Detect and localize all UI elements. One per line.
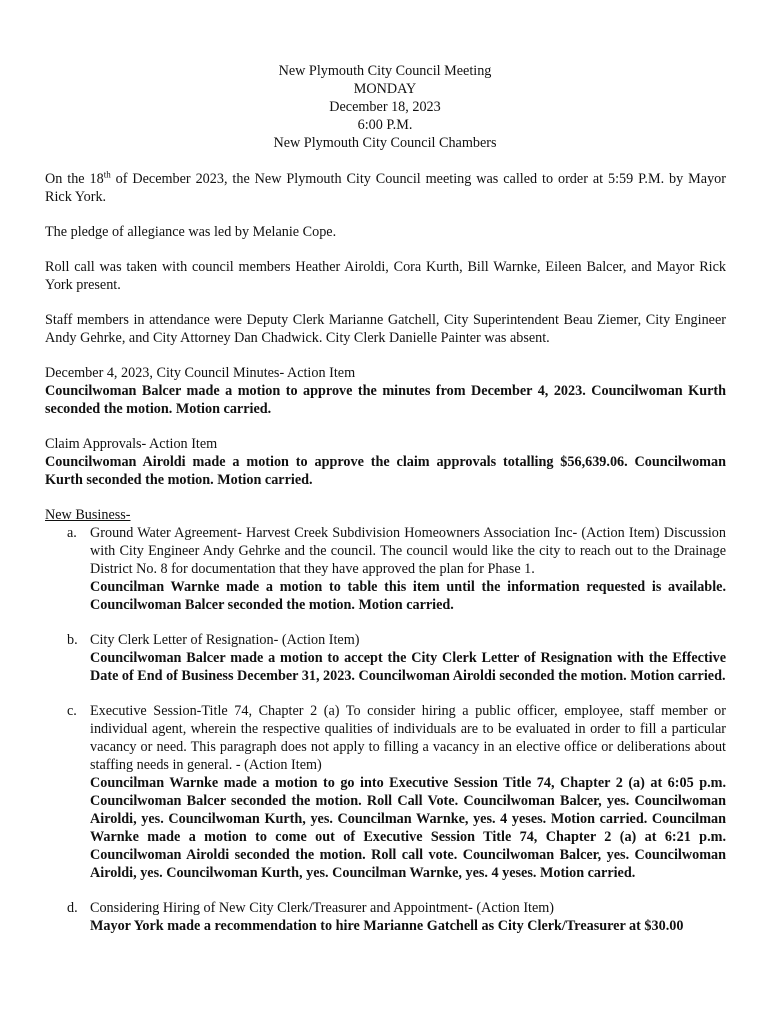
item-letter: b. [67,632,78,648]
item-motion: Councilman Warnke made a motion to table this item until the information requested is available. Councilwoman Balcer seconded the motion. Motion carried. [90,579,726,613]
meeting-time: 6:00 P.M. [357,117,413,133]
call-to-order-paragraph [45,170,726,206]
new-business-list [45,524,726,935]
item-motion: Councilman Warnke made a motion to go into Executive Session Title 74, Chapter 2 (a) at 6:05 p.m. Councilwoman Balcer seconded the motion. Roll Call Vote. Councilwoman Balcer, yes. Councilwoman Airoldi, yes. Councilwoman Kurth, yes. Councilman Warnke, yes. 4 yeses. Motion carried. Councilman Warnke made a motion to come out of Executive Session Title 74, Chapter 2 (a) at 6:21 p.m. Councilwoman Airoldi seconded the motion. Roll call vote. Councilwoman Balcer, yes. Councilwoman Airoldi, yes. Councilwoman Kurth, yes. Councilman Warnke, yes. 4 yeses. Motion carried. [90,775,726,881]
staff-paragraph: Staff members in attendance were Deputy Clerk Marianne Gatchell, City Superintendent Beau Ziemer, City Engineer Andy Gehrke, and City Attorney Dan Chadwick. City Clerk Danielle Painter was absent. [45,312,726,346]
document-header [0,62,770,152]
item-motion: Mayor York made a recommendation to hire Marianne Gatchell as City Clerk/Treasurer at $30.00 [90,918,684,934]
pledge-paragraph: The pledge of allegiance was led by Melanie Cope. [45,224,337,240]
minutes-section [45,364,726,418]
new-business-heading: New Business- [45,507,131,523]
item-letter: a. [67,525,77,541]
meeting-title: New Plymouth City Council Meeting [278,63,492,79]
meeting-date: December 18, 2023 [329,99,441,115]
list-item [45,524,726,614]
minutes-motion: Councilwoman Balcer made a motion to approve the minutes from December 4, 2023. Councilwoman Kurth seconded the motion. Motion carried. [45,383,726,417]
claims-section [45,435,726,489]
item-description: Executive Session-Title 74, Chapter 2 (a) To consider hiring a public officer, employee, staff member or individual agent, wherein the respective qualities of individuals are to be evaluated in order to fill a particular vacancy or need. This paragraph does not apply to filling a vacancy in an elective office or deliberations about staffing needs in general. - (Action Item) [90,703,726,773]
list-item [45,702,726,882]
item-motion: Councilwoman Balcer made a motion to accept the City Clerk Letter of Resignation with the Effective Date of End of Business December 31, 2023. Councilwoman Airoldi seconded the motion. Motion carried. [90,650,726,684]
document-body [45,170,726,952]
item-description: City Clerk Letter of Resignation- (Action Item) [90,632,360,648]
meeting-location: New Plymouth City Council Chambers [273,135,497,151]
ordinal-suffix: th [103,169,111,180]
meeting-day: MONDAY [353,81,417,97]
item-letter: c. [67,703,77,719]
roll-call-paragraph: Roll call was taken with council members Heather Airoldi, Cora Kurth, Bill Warnke, Eileen Balcer, and Mayor Rick York present. [45,259,726,293]
call-to-order-rest: of December 2023, the New Plymouth City Council meeting was called to order at 5:59 P.M. by Mayor Rick York. [45,171,726,205]
new-business-section [45,506,726,935]
call-to-order-start: On the 18 [45,171,104,187]
item-description: Ground Water Agreement- Harvest Creek Subdivision Homeowners Association Inc- (Action Item) Discussion with City Engineer Andy Gehrke and the council. The council would like the city to reach out to the Drainage District No. 8 for documentation that they have approved the plan for Phase 1. [90,525,726,577]
list-item [45,631,726,685]
list-item [45,899,726,935]
item-description: Considering Hiring of New City Clerk/Treasurer and Appointment- (Action Item) [90,900,555,916]
item-letter: d. [67,900,78,916]
minutes-title: December 4, 2023, City Council Minutes- Action Item [45,365,356,381]
claims-title: Claim Approvals- Action Item [45,436,218,452]
claims-motion: Councilwoman Airoldi made a motion to approve the claim approvals totalling $56,639.06. Councilwoman Kurth seconded the motion. Motion carried. [45,454,726,488]
